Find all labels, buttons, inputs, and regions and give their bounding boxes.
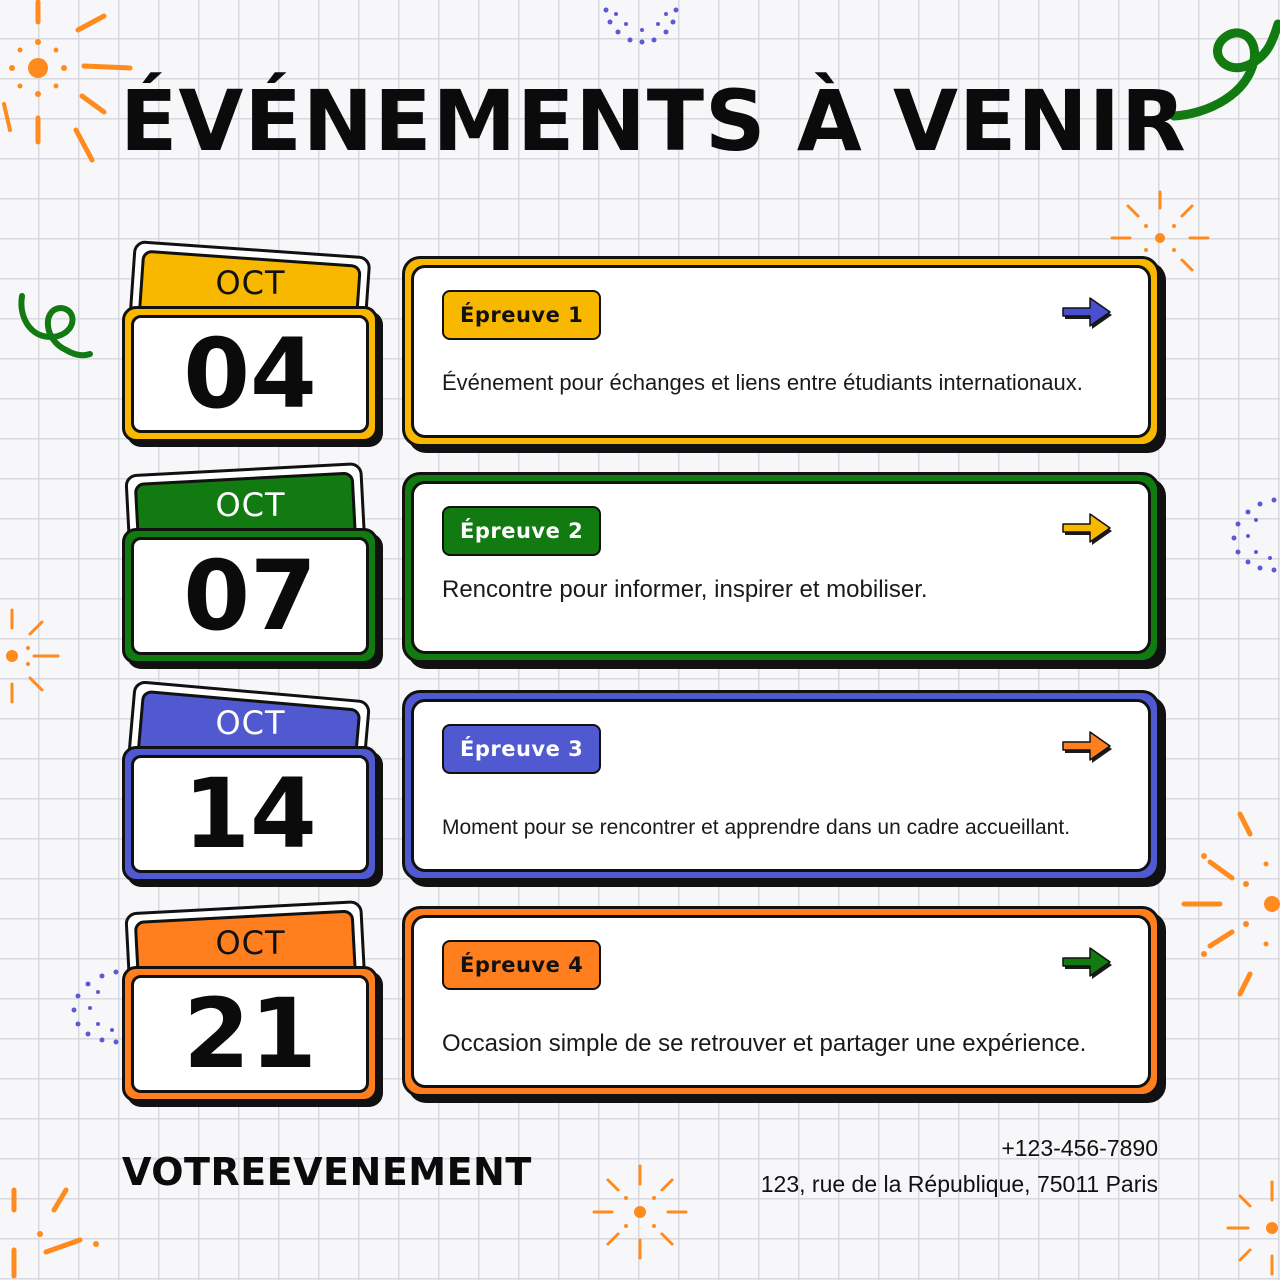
event-description: Occasion simple de se retrouver et partager une expérience. bbox=[442, 1030, 1087, 1057]
date-day: 21 bbox=[183, 978, 317, 1090]
dotted-circle-decoration bbox=[70, 968, 122, 1048]
event-description: Rencontre pour informer, inspirer et mobiliser. bbox=[442, 576, 928, 603]
event-card[interactable] bbox=[402, 256, 1160, 447]
dotted-circle-decoration bbox=[1226, 494, 1280, 578]
date-month: OCT bbox=[215, 264, 286, 302]
event-card[interactable] bbox=[402, 690, 1160, 881]
event-card[interactable] bbox=[402, 906, 1160, 1097]
event-description: Événement pour échanges et liens entre étudiants internationaux. bbox=[442, 370, 1083, 395]
date-month: OCT bbox=[215, 704, 286, 742]
date-month: OCT bbox=[215, 486, 286, 524]
sparkle-decoration bbox=[588, 1160, 692, 1264]
address: 123, rue de la République, 75011 Paris bbox=[760, 1171, 1158, 1197]
date-card bbox=[118, 462, 383, 672]
sunburst-decoration bbox=[1180, 804, 1280, 1004]
brand-name: VOTREEVENEMENT bbox=[122, 1150, 532, 1194]
page-title: ÉVÉNEMENTS À VENIR bbox=[120, 72, 1187, 170]
event-badge: Épreuve 4 bbox=[442, 940, 601, 990]
squiggle-decoration bbox=[14, 290, 94, 365]
event-badge: Épreuve 3 bbox=[442, 724, 601, 774]
date-day: 14 bbox=[183, 758, 317, 870]
sunburst-decoration bbox=[0, 1180, 110, 1280]
contact-info bbox=[761, 1130, 1158, 1202]
arrow-right-icon[interactable] bbox=[1060, 510, 1114, 546]
arrow-right-icon[interactable] bbox=[1060, 728, 1114, 764]
phone-number[interactable]: +123-456-7890 bbox=[1001, 1135, 1158, 1161]
date-day: 07 bbox=[183, 540, 317, 652]
arrow-right-icon[interactable] bbox=[1060, 944, 1114, 980]
sparkle-decoration bbox=[0, 604, 70, 708]
date-month: OCT bbox=[215, 924, 286, 962]
sparkle-decoration bbox=[1222, 1176, 1280, 1280]
date-day: 04 bbox=[183, 318, 317, 430]
event-badge: Épreuve 1 bbox=[442, 290, 601, 340]
arrow-right-icon[interactable] bbox=[1060, 294, 1114, 330]
date-card bbox=[118, 680, 383, 890]
date-card bbox=[118, 240, 383, 450]
event-card[interactable] bbox=[402, 472, 1160, 663]
event-badge: Épreuve 2 bbox=[442, 506, 601, 556]
sunburst-decoration bbox=[0, 0, 140, 175]
dotted-circle-decoration bbox=[596, 0, 686, 52]
date-card bbox=[118, 900, 383, 1110]
event-description: Moment pour se rencontrer et apprendre dans un cadre accueillant. bbox=[442, 816, 1071, 839]
